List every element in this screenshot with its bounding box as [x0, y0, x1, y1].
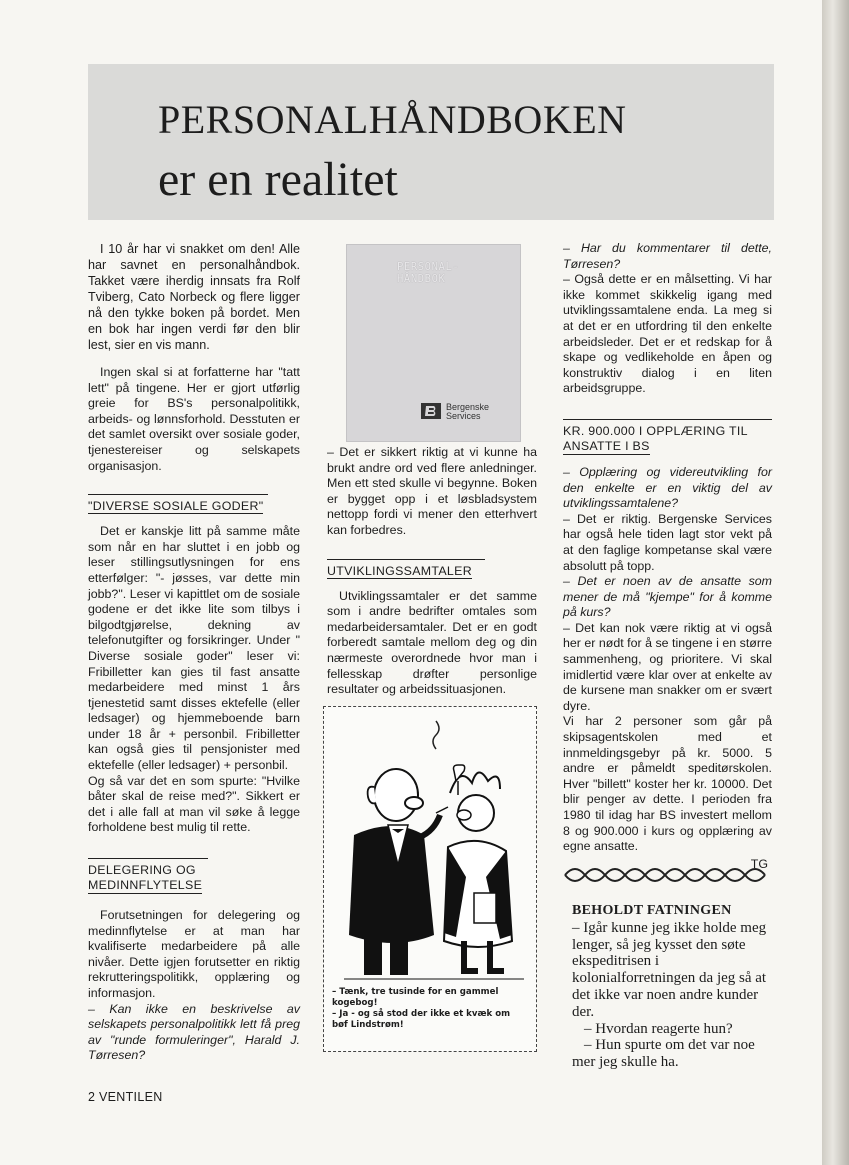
- column-2: [327, 445, 537, 698]
- intro-paragraph: I 10 år har vi snakket om den! Alle har savnet en personalhåndbok. Takket være iherdig innsats fra Rolf Tviberg, Cato Norbeck og flere ligger nå den tykke boken på bordet. Men en bok har ingen verdi før den blir lest, sier en vis mann.: [88, 242, 300, 352]
- handbook-photo: [346, 244, 521, 442]
- cartoon-box: [323, 706, 537, 1052]
- interview-answer: – Det kan nok være riktig at vi også her er nødt for å se tingene i en større sammenheng, og prioritere. Vi skal imidlertid være klar over at enkelte av de kursene man snakker om er svært dyre.: [563, 620, 772, 713]
- section-heading-delegering: DELEGERING OG MEDINNFLYTELSE: [88, 858, 208, 894]
- interview-answer: – Det er sikkert riktig at vi kunne ha brukt andre ord ved flere anledninger. Men ett sted skulle vi begynne. Boken er bygget opp i et løsbladsystem nettopp fordi vi mener den etterhvert kan forbedres.: [327, 445, 537, 537]
- cartoon-illustration: [324, 707, 536, 983]
- chain-divider: [563, 863, 775, 887]
- section-heading-sosiale-goder: "DIVERSE SOSIALE GODER": [88, 494, 268, 514]
- interview-question: – Har du kommentarer til dette, Tørresen?: [563, 241, 772, 271]
- interview-question: – Det er noen av de ansatte som mener de må "kjempe" for å komme på kurs?: [563, 574, 772, 620]
- cartoon-caption: – Tænk, tre tusinde for en gammel kogebog! – Ja - og så stod der ikke et kvæk om bøf Lindstrøm!: [332, 987, 511, 1030]
- book-cover-title: PERSONAL- HÅNDBOK: [397, 261, 460, 285]
- bergenske-logo-icon: [421, 403, 441, 419]
- section-heading-utviklingssamtaler: UTVIKLINGSSAMTALER: [327, 559, 485, 579]
- paragraph: Det er kanskje litt på samme måte som når en har sluttet i en jobb og leser stillingsutlysningen for ens etterfølger: "- jøsses, var dette min jobb?". Leser vi kapittlet om de sosiale godene er det ikke lite som tilbys i bilgodtgjørelse, dekning av telefonutgifter og forsikringer. Under " Diverse sosiale goder" leser vi: Fribilletter kan gies til fast ansatte medarbeidere med minst 1 års tjenestetid samt disses ektefelle (eller ledsager) og hjemmeboende barn under 18 år + personbil. Fribilletter kan også gies til pensjonister med ektefelle (eller ledsager) + personbil.: [88, 524, 300, 773]
- book-brand-name: Bergenske Services: [446, 402, 490, 421]
- joke-line: – Hvordan reagerte hun?: [584, 1020, 733, 1037]
- interview-answer: – Det er riktig. Bergenske Services har også hele tiden lagt stor vekt på at den faglige kompetanse skal være absolutt på topp.: [563, 511, 772, 573]
- joke-box: [572, 903, 772, 1071]
- joke-line: – Igår kunne jeg ikke holde meg lenger, så jeg kysset den søte ekspeditrisen i kolonialforretningen da jeg så at det ikke var noen andre kunder der.: [572, 919, 767, 1020]
- joke-title: BEHOLDT FATNINGEN: [572, 903, 732, 918]
- author-signature: TG: [750, 856, 768, 871]
- interview-question: – Kan ikke en beskrivelse av selskapets personalpolitikk lett få preg av "runde formuleringer", Harald J. Tørresen?: [88, 1001, 300, 1063]
- article-title: PERSONALHÅNDBOKEN: [158, 97, 627, 142]
- paragraph: Utviklingssamtaler er det samme som i andre bedrifter omtales som medarbeidersamtaler. Det er en godt forberedt samtale mellom deg og din nærmeste overordnede hvor man i fellesskap drøfter personlige resultater og arbeidssituasjonen.: [327, 588, 537, 697]
- paragraph: Vi har 2 personer som går på skipsagentskolen med et innmeldingsgebyr på kr. 5000. 5 andre er påmeldt speditørskolen. Hver "billett" koster her kr. 10000. Det blir penger av dette. I perioden fra 1980 til idag har BS investert mellom 8 og 900.000 i kurs og opplæring av egne ansatte.: [563, 714, 772, 854]
- paragraph: Ingen skal si at forfatterne har "tatt lett" på tingene. Her er gjort utførlig greie for BS's personalpolitikk, arbeids- og lønnsforhold. Desstuten er det samlet oversikt over sosiale goder, tjenestereiser og selskapets organisasjon.: [88, 365, 300, 473]
- interview-answer: – Også dette er en målsetting. Vi har ikke kommet skikkelig igang med utviklingssamtalene enda. La meg si at det er en utfordring til den enkelte arbeidsleder. Det er et redskap for å skape og vedlikeholde en åpen og konstruktiv dialog i en liten arbeidsgruppe.: [563, 272, 772, 396]
- joke-line: – Hun spurte om det var noe mer jeg skulle ha.: [572, 1037, 755, 1071]
- section-heading-opplaering: KR. 900.000 I OPPLÆRING TIL ANSATTE I BS: [563, 419, 772, 455]
- article-subtitle: er en realitet: [158, 153, 398, 206]
- page-footer: 2 VENTILEN: [88, 1090, 163, 1104]
- column-1: [88, 241, 300, 1064]
- interview-question: – Opplæring og videreutvikling for den enkelte er en viktig del av utviklingssamtalene?: [563, 464, 772, 511]
- paragraph: Forutsetningen for delegering og medinnflytelse er at man har kvalifiserte medarbeidere på alle nivåer. Dette igjen forutsetter en riktig rekrutteringspolitikk, opplæring og informasjon.: [88, 908, 300, 1000]
- column-3: [563, 241, 772, 872]
- paragraph: Og så var det en som spurte: "Hvilke båter skal de reise med?". Sikkert er det i alle fall at man vil søke å legge forholdene best mulig til rette.: [88, 773, 300, 835]
- page-binding-shadow: [822, 0, 849, 1165]
